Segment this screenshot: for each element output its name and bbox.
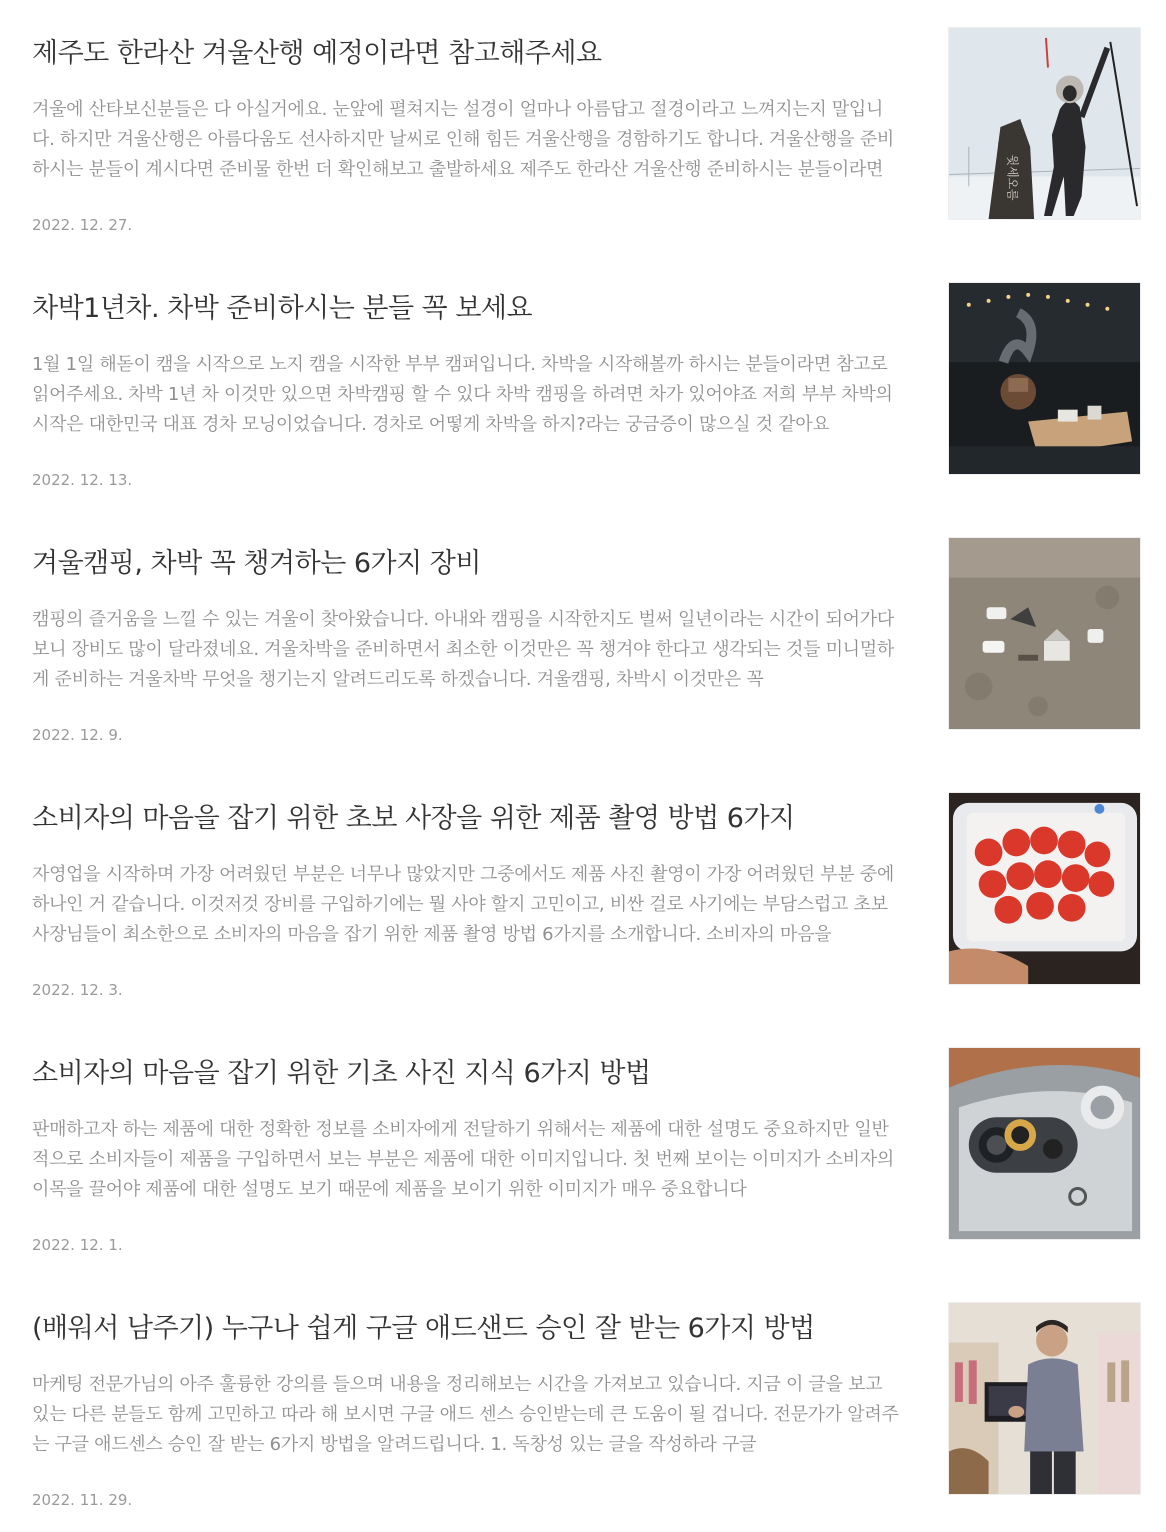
post-thumbnail[interactable] [948,282,1141,475]
post-title[interactable]: 제주도 한라산 겨울산행 예정이라면 참고해주세요 [32,38,602,69]
post-date: 2022. 12. 13. [32,471,133,489]
post-excerpt: 1월 1일 해돋이 캠을 시작으로 노지 캠을 시작한 부부 캠퍼입니다. 차박을 시작해볼까 하시는 분들이라면 참고로 읽어주세요. 차박 1년 차 이것만 있으면 차박캠핑 할 수 있다 차박 캠핑을 하려면 차가 있어야죠 저희 부부 차박의 시작은 대한민국 대표 경차 모닝이었습니다. 경차로 어떻게 차박을 하지?라는 궁금증이 많으실 것 같아요 [32,354,893,435]
post-item[interactable] [0,1020,1166,1275]
post-excerpt: 캠핑의 즐거움을 느낄 수 있는 겨울이 찾아왔습니다. 아내와 캠핑을 시작한지도 벌써 일년이라는 시간이 되어가다보니 장비도 많이 달라졌네요. 겨울차박을 준비하면서 최소한 이것만은 꼭 챙겨야 한다고 생각되는 것들 미니멀하게 준비하는 겨울차박 무엇을 챙기는지 알려드리도록 하겠습니다. 겨울캠핑, 차박시 이것만은 꼭 [32,609,894,690]
post-thumbnail[interactable] [948,537,1141,730]
post-thumbnail[interactable] [948,792,1141,985]
lecturer-photo-icon [949,1303,1140,1494]
post-item[interactable] [0,765,1166,1020]
tomatoes-phone-photo-icon [949,793,1140,984]
post-excerpt: 자영업을 시작하며 가장 어려웠던 부분은 너무나 많았지만 그중에서도 제품 사진 촬영이 가장 어려웠던 부분 중에 하나인 거 같습니다. 이것저것 장비를 구입하기에는 뭘 사야 할지 고민이고, 비싼 걸로 사기에는 부담스럽고 초보 사장님들이 최소한으로 소비자의 마음을 잡기 위한 제품 촬영 방법 6가지를 소개합니다. 소비자의 마음을 [32,864,894,945]
post-item[interactable] [0,1275,1166,1530]
phone-camera-photo-icon [949,1048,1140,1239]
post-thumbnail[interactable] [948,1047,1141,1240]
night-camping-photo-icon [949,283,1140,474]
post-item[interactable] [0,255,1166,510]
aerial-campsite-photo-icon [949,538,1140,729]
post-item[interactable] [0,510,1166,765]
post-date: 2022. 12. 1. [32,1236,123,1254]
post-date: 2022. 12. 9. [32,726,123,744]
post-thumbnail[interactable] [948,27,1141,220]
post-date: 2022. 11. 29. [32,1491,133,1509]
post-excerpt: 마케팅 전문가님의 아주 훌륭한 강의를 들으며 내용을 정리해보는 시간을 가져보고 있습니다. 지금 이 글을 보고 있는 다른 분들도 함께 고민하고 따라 해 보시면 구글 애드 센스 승인받는데 큰 도움이 될 겁니다. 전문가가 알려주는 구글 애드센스 승인 잘 받는 6가지 방법을 알려드립니다. 1. 독창성 있는 글을 작성하라 구글 [32,1374,899,1455]
post-date: 2022. 12. 27. [32,216,133,234]
post-title[interactable]: 소비자의 마음을 잡기 위한 초보 사장을 위한 제품 촬영 방법 6가지 [32,803,795,834]
post-title[interactable]: 겨울캠핑, 차박 꼭 챙겨하는 6가지 장비 [32,548,481,579]
post-excerpt: 판매하고자 하는 제품에 대한 정확한 정보를 소비자에게 전달하기 위해서는 제품에 대한 설명도 중요하지만 일반적으로 소비자들이 제품을 구입하면서 보는 부분은 제품에 대한 이미지입니다. 첫 번째 보이는 이미지가 소비자의 이목을 끌어야 제품에 대한 설명도 보기 때문에 제품을 보이기 위한 이미지가 매우 중요합니다 [32,1119,894,1200]
post-title[interactable]: 소비자의 마음을 잡기 위한 기초 사진 지식 6가지 방법 [32,1058,651,1089]
post-title[interactable]: 차박1년차. 차박 준비하시는 분들 꼭 보세요 [32,293,533,324]
post-item[interactable] [0,0,1166,255]
hiker-snow-photo-icon [949,28,1140,219]
post-date: 2022. 12. 3. [32,981,123,999]
post-thumbnail[interactable] [948,1302,1141,1495]
post-excerpt: 겨울에 산타보신분들은 다 아실거에요. 눈앞에 펼쳐지는 설경이 얼마나 아름답고 절경이라고 느껴지는지 말입니다. 하지만 겨울산행은 아름다움도 선사하지만 날씨로 인해 힘든 겨울산행을 경함하기도 합니다. 겨울산행을 준비하시는 분들이 계시다면 준비물 한번 더 확인해보고 출발하세요 제주도 한라산 겨울산행 준비하시는 분들이라면 [32,99,894,180]
svg-text:윗세오름: 윗세오름 [1005,154,1020,201]
post-title[interactable]: (배워서 남주기) 누구나 쉽게 구글 애드샌드 승인 잘 받는 6가지 방법 [32,1313,815,1344]
